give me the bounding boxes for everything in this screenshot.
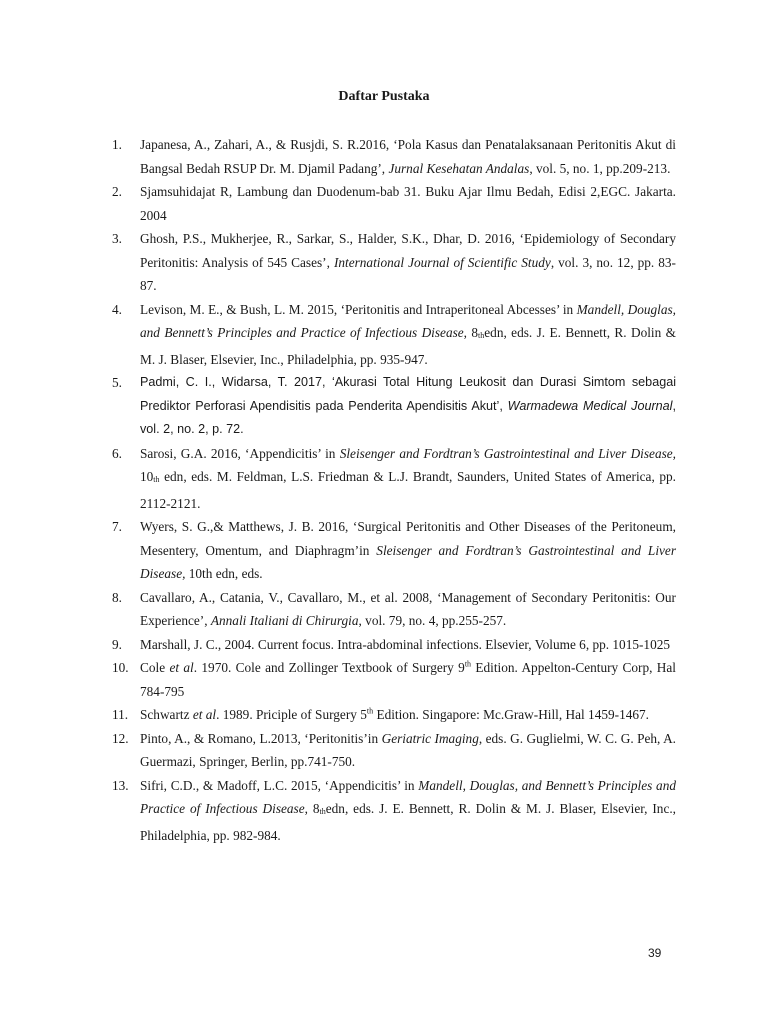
reference-text: Levison, M. E., & Bush, L. M. 2015, ‘Peritonitis and Intraperitoneal Abcesses’ in xyxy=(140,301,577,317)
reference-item xyxy=(112,133,676,180)
reference-text: , vol. 2, no. 2, p. 72. xyxy=(140,398,676,436)
reference-text: . 1970. Cole and Zollinger Textbook of Surgery 9 xyxy=(193,660,465,675)
reference-text: , vol. 5, no. 1, pp.209-213. xyxy=(529,160,671,176)
reference-item xyxy=(112,586,676,633)
reference-text: Edition. Singapore: Mc.Graw-Hill, Hal 1459-1467. xyxy=(373,707,649,722)
reference-text: , eds. G. Guglielmi, W. C. G. Peh, A. Guermazi, Springer, Berlin, pp.741-750. xyxy=(140,730,677,769)
reference-item xyxy=(112,703,676,727)
book-title: Sleisenger and Fordtran’s Gastrointestinal and Liver Disease, xyxy=(140,542,677,581)
book-title: Sleisenger and Fordtran’s Gastrointestinal and Liver Disease, xyxy=(339,445,677,461)
reference-number: 13. xyxy=(112,777,129,793)
reference-list xyxy=(112,133,676,847)
journal-title: Warmadewa Medical Journal xyxy=(507,398,673,413)
reference-number: 9. xyxy=(112,636,122,652)
reference-text: 10th edn, eds. xyxy=(185,566,263,581)
ordinal-suffix: th xyxy=(319,807,326,816)
reference-text: 10 xyxy=(140,469,154,484)
reference-item xyxy=(112,727,676,774)
reference-text: Cavallaro, A., Catania, V., Cavallaro, M., et al. 2008, ‘Management of Secondary Peritonitis: Our Experience’, xyxy=(140,589,676,628)
journal-title: Annali Italiani di Chirurgia xyxy=(210,613,359,628)
reference-text: edn, eds. M. Feldman, L.S. Friedman & L.J. Brandt, Saunders, United States of America, pp. 2112-2121. xyxy=(140,469,676,511)
reference-number: 2. xyxy=(112,184,122,199)
reference-item xyxy=(112,180,676,227)
page-title: Daftar Pustaka xyxy=(338,89,430,104)
ordinal-suffix: th xyxy=(366,706,374,716)
ordinal-suffix: th xyxy=(478,331,485,340)
reference-item xyxy=(112,227,676,298)
reference-text: Padmi, C. I., Widarsa, T. 2017, ‘Akurasi Total Hitung Leukosit dan Durasi Simtom sebagai Prediktor Perforasi Apendisitis pada Penderita Apendisitis Akut’, xyxy=(140,375,676,413)
reference-number: 10. xyxy=(112,660,129,675)
reference-text: . 1989. Priciple of Surgery 5 xyxy=(216,707,367,722)
book-title: Mandell, Douglas, and Bennett’s Principles and Practice of Infectious Disease xyxy=(140,301,676,340)
page-number: 39 xyxy=(648,946,662,960)
reference-text: Schwartz xyxy=(140,707,193,722)
reference-number: 6. xyxy=(112,445,122,461)
reference-number: 5. xyxy=(112,375,122,390)
reference-text: Sifri, C.D., & Madoff, L.C. 2015, ‘Appendicitis’ in xyxy=(140,777,419,793)
reference-number: 1. xyxy=(112,137,122,152)
reference-text: Edition. Appelton-Century Corp, Hal 784-795 xyxy=(140,660,676,699)
reference-number: 7. xyxy=(112,519,122,534)
reference-item xyxy=(112,774,676,848)
book-title: Geriatric Imaging xyxy=(381,730,479,746)
reference-text: Wyers, S. G.,& Matthews, J. B. 2016, ‘Surgical Peritonitis and Other Diseases of the Peritoneum, Mesentery, Omentum, and Diaphragm’in xyxy=(140,519,676,558)
reference-text: Marshall, J. C., 2004. Current focus. Intra-abdominal infections. Elsevier, Volume 6, pp. 1015-1025 xyxy=(140,636,671,652)
reference-text: , 8 xyxy=(304,801,320,816)
reference-item xyxy=(112,633,676,657)
reference-text: , vol. 3, no. 12, pp. 83-87. xyxy=(140,254,676,293)
book-title: Mandell, Douglas, and Bennett’s Principles and Practice of Infectious Disease xyxy=(140,777,676,816)
reference-number: 12. xyxy=(112,730,129,746)
reference-text: Ghosh, P.S., Mukherjee, R., Sarkar, S., Halder, S.K., Dhar, D. 2016, ‘Epidemiology of Secondary Peritonitis: Analysis of 545 Cases’, xyxy=(140,231,676,270)
reference-item xyxy=(112,371,676,442)
reference-text: edn, eds. J. E. Bennett, R. Dolin & M. J. Blaser, Elsevier, Inc., Philadelphia, pp. 982-984. xyxy=(140,801,677,843)
ordinal-suffix: th xyxy=(464,659,472,669)
reference-item xyxy=(112,656,676,703)
reference-text: , 8 xyxy=(463,325,479,340)
reference-number: 8. xyxy=(112,589,122,605)
reference-number: 11. xyxy=(112,707,129,722)
reference-text: Pinto, A., & Romano, L.2013, ‘Peritonitis’in xyxy=(140,730,382,746)
reference-item xyxy=(112,298,676,372)
journal-title: Jurnal Kesehatan Andalas xyxy=(388,160,530,176)
reference-text: Japanesa, A., Zahari, A., & Rusjdi, S. R.2016, ‘Pola Kasus dan Penatalaksanaan Peritonitis Akut di Bangsal Bedah RSUP Dr. M. Djamil Padang’, xyxy=(140,137,676,176)
reference-text: Cole xyxy=(140,660,170,675)
et-al: et al xyxy=(169,660,194,675)
reference-number: 3. xyxy=(112,231,122,246)
reference-number: 4. xyxy=(112,301,122,317)
reference-text: , vol. 79, no. 4, pp.255-257. xyxy=(358,613,507,628)
et-al: et al xyxy=(192,707,217,722)
reference-item xyxy=(112,515,676,586)
ordinal-suffix: th xyxy=(153,475,160,484)
reference-item xyxy=(112,442,676,516)
reference-text: edn, eds. J. E. Bennett, R. Dolin & M. J. Blaser, Elsevier, Inc., Philadelphia, pp. 935-947. xyxy=(140,325,676,367)
reference-text: Sjamsuhidajat R, Lambung dan Duodenum-bab 31. Buku Ajar Ilmu Bedah, Edisi 2,EGC. Jakarta. 2004 xyxy=(140,184,676,223)
reference-text: Sarosi, G.A. 2016, ‘Appendicitis’ in xyxy=(140,445,340,461)
journal-title: International Journal of Scientific Study xyxy=(333,254,551,270)
